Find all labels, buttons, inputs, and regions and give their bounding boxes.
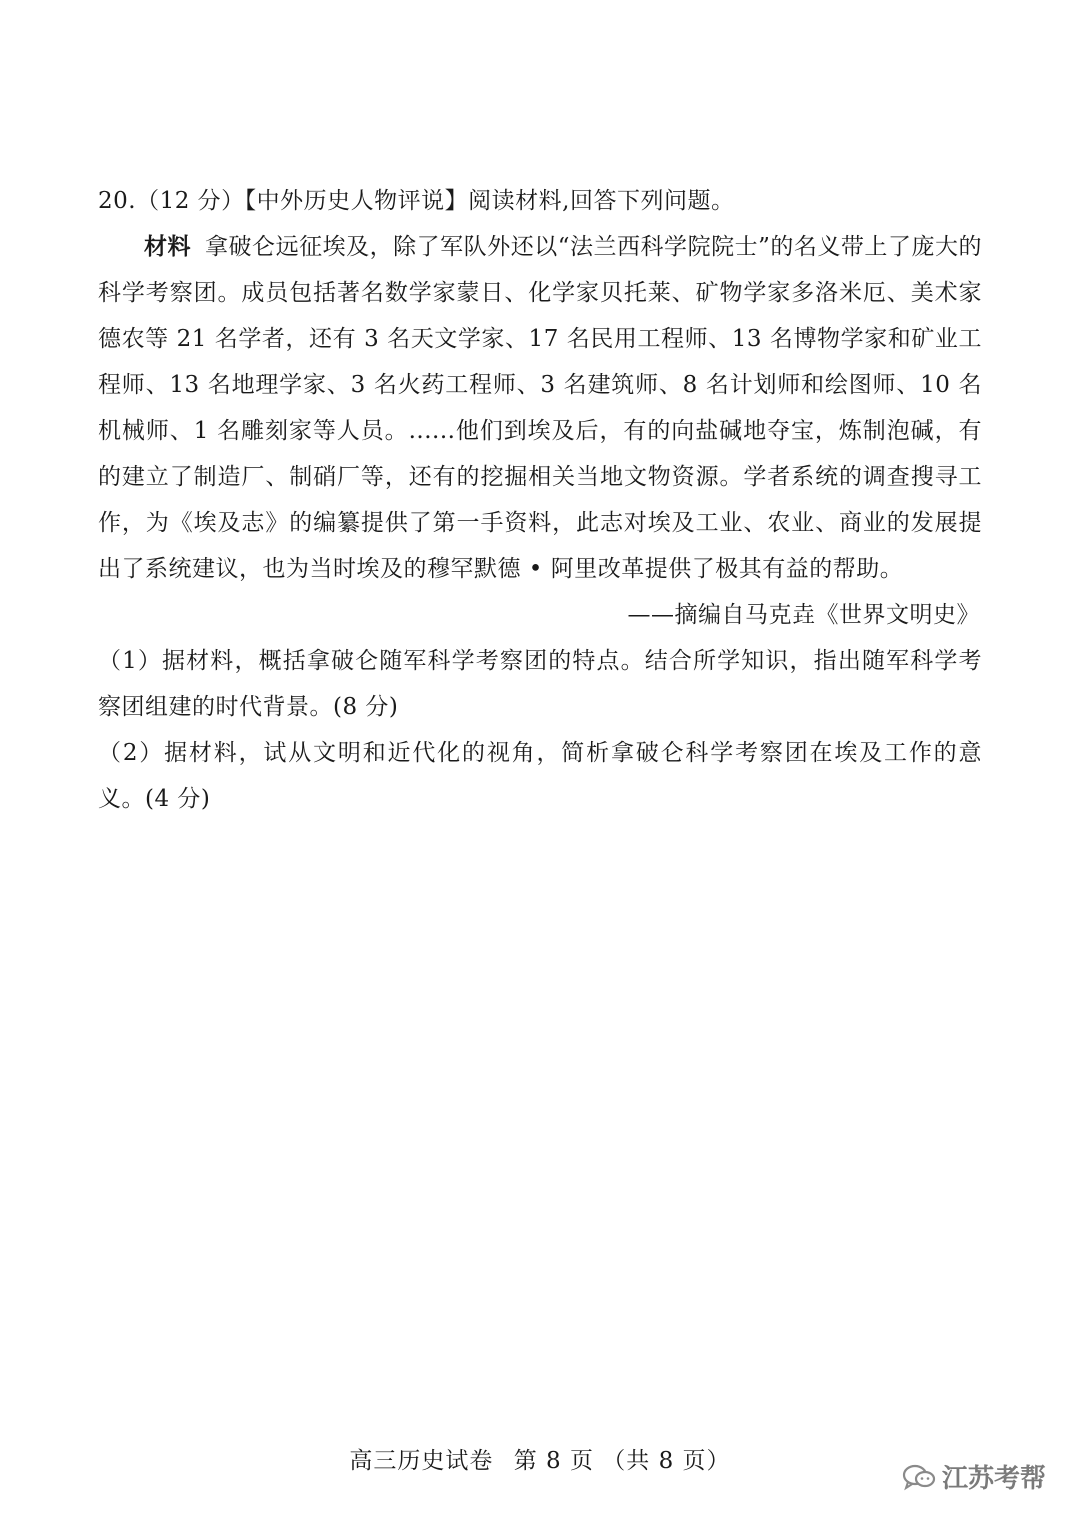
material-label: 材料 [144,233,192,260]
material-source: ——摘编自马克垚《世界文明史》 [627,602,980,628]
footer-exam-title: 高三历史试卷 [349,1448,494,1474]
watermark [902,1458,1046,1495]
watermark-text: 江苏考帮 [942,1464,1047,1494]
question-heading: 20.（12 分）【中外历史人物评说】阅读材料,回答下列问题。 [98,188,735,214]
sub-question-1: （1）据材料，概括拿破仑随军科学考察团的特点。结合所学知识，指出随军科学考察团组建的时代背景。(8 分) [98,648,982,720]
wechat-official-account-icon [902,1463,936,1491]
material-text: 拿破仑远征埃及，除了军队外还以“法兰西科学院院士”的名义带上了庞大的科学考察团。成员包括著名数学家蒙日、化学家贝托莱、矿物学家多洛米厄、美术家德农等 21 名学者，还有 3 名天文学家、17 名民用工程师、13 名博物学家和矿业工程师、13 名地理学家、3 名火药工程师、3 名建筑师、8 名计划师和绘图师、10 名机械师、1 名雕刻家等人员。......他们到埃及后，有的向盐碱地夺宝，炼制泡碱，有的建立了制造厂、制硝厂等，还有的挖掘相关当地文物资源。学者系统的调查搜寻工作，为《埃及志》的编纂提供了第一手资料，此志对埃及工业、农业、商业的发展提出了系统建议，也为当时埃及的穆罕默德 • 阿里改革提供了极其有益的帮助。 [98,234,982,582]
material-paragraph [98,224,982,592]
footer-page-info: 第 8 页 （共 8 页） [513,1448,731,1474]
question-block [98,178,982,822]
sub-question-2: （2）据材料，试从文明和近代化的视角，简析拿破仑科学考察团在埃及工作的意义。(4 分) [98,740,982,812]
